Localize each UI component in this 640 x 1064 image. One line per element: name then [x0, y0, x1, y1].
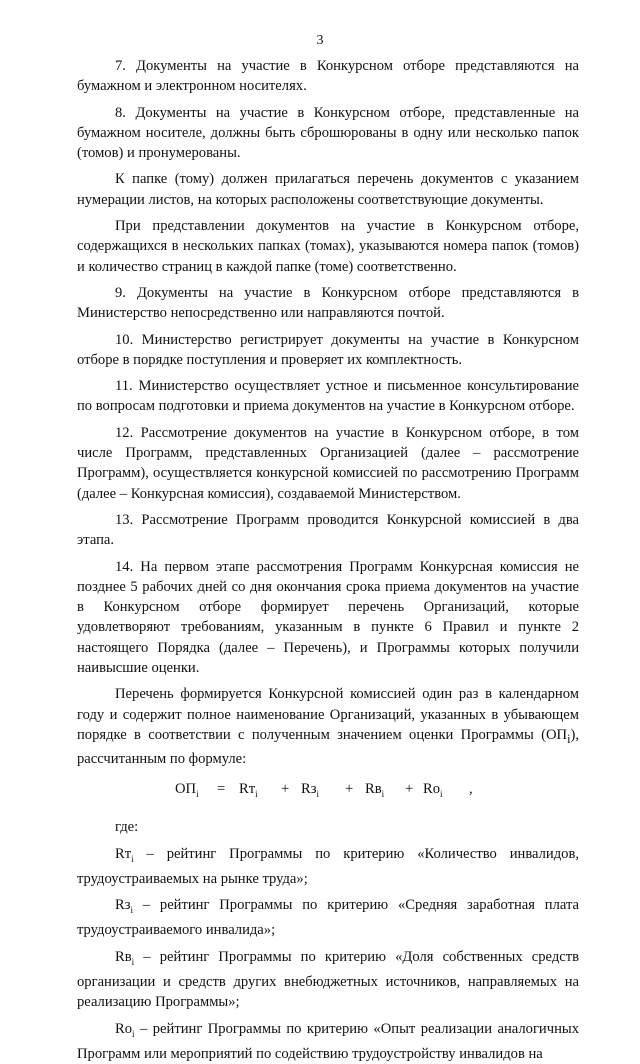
formula-term-rv: $Rв_i$: [365, 779, 384, 804]
definition-rz-symbol: Rз: [115, 897, 131, 913]
formula-lhs: $ОП_i$: [175, 779, 199, 804]
paragraph-9: 9. Документы на участие в Конкурсном отборе представляются в Министерство непосредственно или направляются почтой.: [77, 283, 579, 324]
where-label: где:: [77, 817, 579, 837]
formula-plus-3: +: [405, 779, 413, 799]
paragraph-list-formation-end: ), рассчитанным по формуле:: [77, 727, 579, 767]
formula-term-ro: $Rо_i$: [423, 779, 443, 804]
paragraph-list-formation-sub: i: [567, 732, 570, 746]
formula-term-rz: $Rз_i$: [301, 779, 319, 804]
definition-rz-text: – рейтинг Программы по критерию «Средняя заработная плата трудоустраиваемого инвалида»;: [77, 897, 579, 938]
paragraph-14: 14. На первом этапе рассмотрения Программ Конкурсная комиссия не позднее 5 рабочих дней со дня окончания срока приема документов на участие в Конкурсном отборе формирует перечень Организаций, которые удовлетворяют требованиям, указанным в пункте 6 Правил и пункте 2 настоящего Порядка (далее – Перечень), и Программы которых получили наивысшие оценки.: [77, 557, 579, 679]
paragraph-11: 11. Министерство осуществляет устное и письменное консультирование по вопросам подготовки и приема документов на участие в Конкурсном отборе.: [77, 376, 579, 417]
definition-rv-text: – рейтинг Программы по критерию «Доля собственных средств организации и средств других внебюджетных источников, направляемых на реализацию Программы»;: [77, 949, 579, 1011]
definition-rz: $Rз_i$ – рейтинг Программы по критерию «Средняя заработная плата трудоустраиваемого инвалида»;: [77, 895, 579, 941]
paragraph-12: 12. Рассмотрение документов на участие в Конкурсном отборе, в том числе Программ, представленных Организацией (далее – рассмотрение Программ), осуществляется конкурсной комиссией по рассмотрению Программ (далее – Конкурсная комиссия), создаваемой Министерством.: [77, 423, 579, 504]
paragraph-8: 8. Документы на участие в Конкурсном отборе, представленные на бумажном носителе, должны быть сброшюрованы в одну или несколько папок (томов) и пронумерованы.: [77, 103, 579, 164]
formula-term-rt: $Rт_i$: [239, 779, 258, 804]
paragraph-list-formation: [77, 684, 579, 769]
paragraph-list-formation-text: Перечень формируется Конкурсной комиссией один раз в календарном году и содержит полное наименование Организаций, указанных в убывающем порядке в соответствии с полученным значением оценки Программы (ОП: [77, 686, 579, 743]
paragraph-8-multiple-folders: При представлении документов на участие в Конкурсном отборе, содержащихся в нескольких папках (томах), указываются номера папок (томов) и количество страниц в каждой папке (томе) соответственно.: [77, 216, 579, 277]
paragraph-13: 13. Рассмотрение Программ проводится Конкурсной комиссией в два этапа.: [77, 510, 579, 551]
formula-plus-2: +: [345, 779, 353, 799]
definition-rv-symbol: Rв: [115, 949, 132, 965]
page-number: 3: [0, 33, 640, 49]
definition-ro: $Rо_i$ – рейтинг Программы по критерию «Опыт реализации аналогичных Программ или мероприятий по содействию трудоустройству инвалидов на: [77, 1019, 579, 1064]
definition-ro-text: – рейтинг Программы по критерию «Опыт реализации аналогичных Программ или мероприятий по содействию трудоустройству инвалидов на: [77, 1021, 579, 1062]
definition-rt-text: – рейтинг Программы по критерию «Количество инвалидов, трудоустраиваемых на рынке труда»;: [77, 846, 579, 887]
paragraph-8-folder-list: К папке (тому) должен прилагаться перечень документов с указанием нумерации листов, на которых расположены соответствующие документы.: [77, 169, 579, 210]
paragraph-7: 7. Документы на участие в Конкурсном отборе представляются на бумажном и электронном носителях.: [77, 56, 579, 97]
definition-ro-symbol: Rо: [115, 1021, 132, 1037]
definition-rt-symbol: Rт: [115, 846, 131, 862]
definition-rv: $Rв_i$ – рейтинг Программы по критерию «Доля собственных средств организации и средств других внебюджетных источников, направляемых на реализацию Программы»;: [77, 947, 579, 1013]
formula-comma: ,: [469, 779, 473, 799]
formula-equals: =: [217, 779, 225, 799]
rating-formula: [77, 779, 579, 805]
definition-rt: $Rт_i$ – рейтинг Программы по критерию «Количество инвалидов, трудоустраиваемых на рынке труда»;: [77, 844, 579, 890]
formula-plus-1: +: [281, 779, 289, 799]
document-body: [77, 56, 579, 1064]
paragraph-10: 10. Министерство регистрирует документы на участие в Конкурсном отборе в порядке поступления и проверяет их комплектность.: [77, 330, 579, 371]
